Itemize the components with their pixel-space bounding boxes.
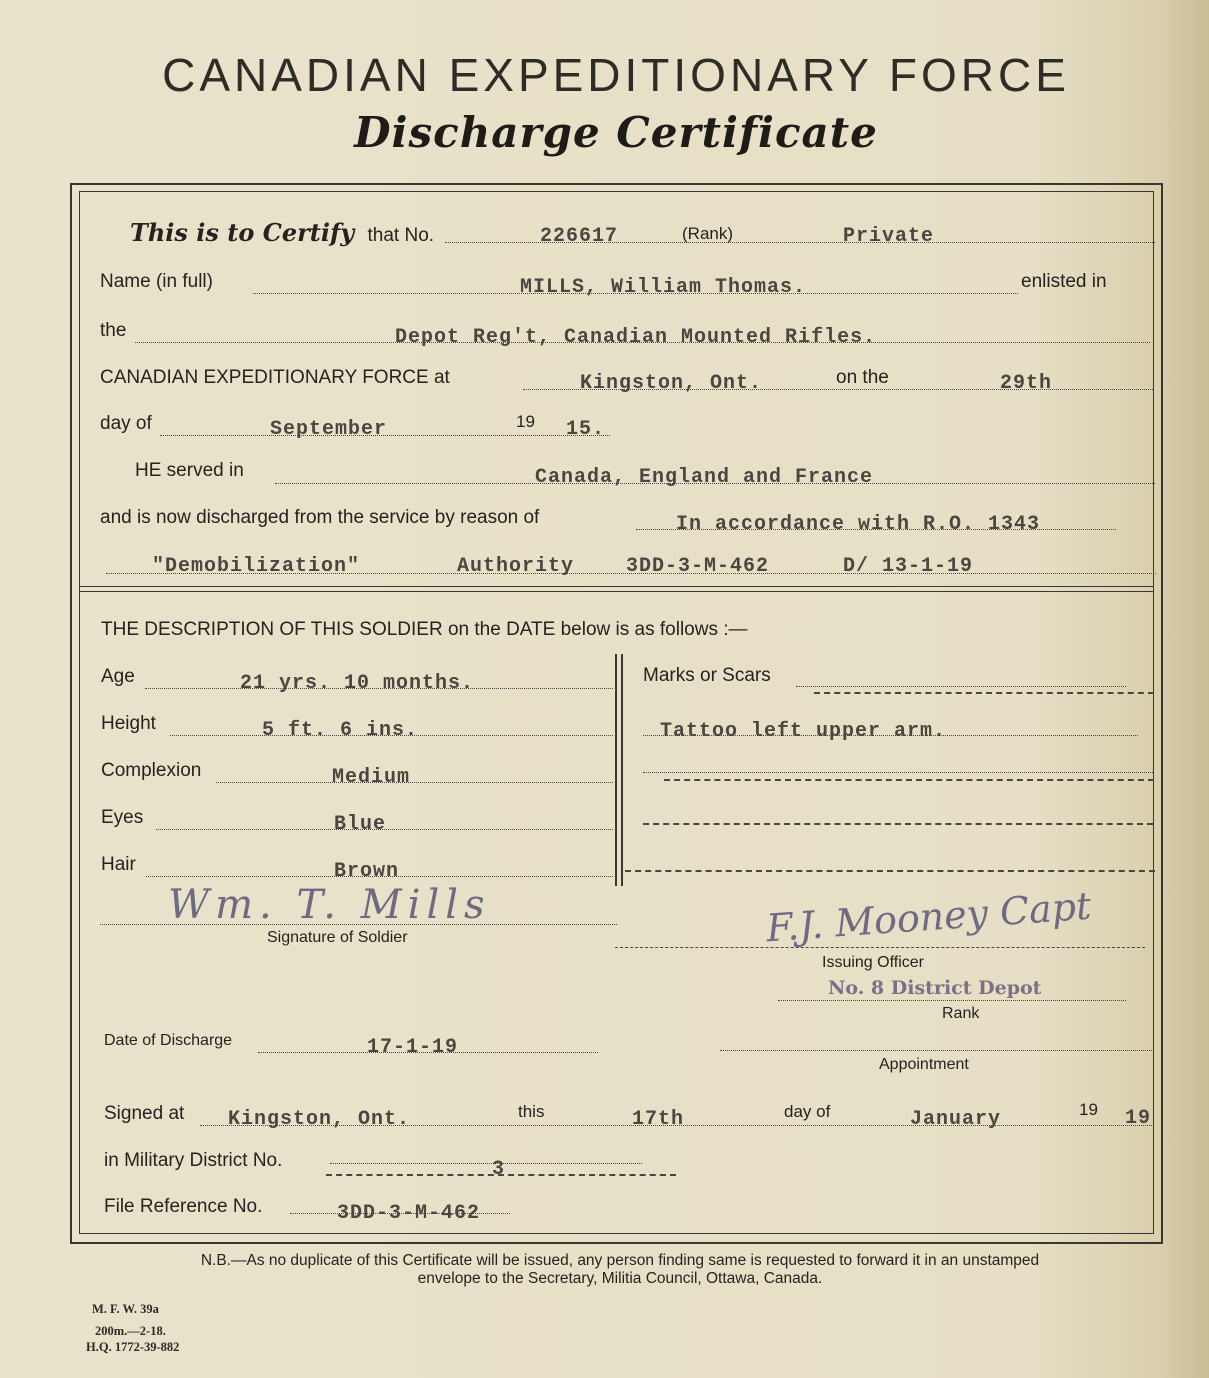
reason-authority: Authority [457, 555, 575, 578]
reason-authority-ref: 3DD-3-M-462 [626, 555, 770, 578]
section-divider [79, 586, 1154, 592]
enlistment-month: September [270, 418, 388, 441]
page-title: CANADIAN EXPEDITIONARY FORCE [162, 49, 1070, 101]
dashed-line [643, 823, 1153, 825]
print-run: 200m.—2-18. [95, 1324, 166, 1338]
soldier-signature-label: Signature of Soldier [267, 929, 408, 946]
form-code: M. F. W. 39a [92, 1302, 159, 1316]
appointment-label: Appointment [879, 1056, 969, 1073]
file-reference-number: 3DD-3-M-462 [337, 1202, 481, 1225]
officer-signature: F.J. Mooney Capt [764, 883, 1093, 951]
height-label: Height [101, 713, 156, 734]
age-label: Age [101, 666, 135, 687]
served-countries: Canada, England and France [535, 466, 874, 489]
signed-place: Kingston, Ont. [228, 1108, 411, 1131]
enlistment-year: 15. [566, 418, 606, 441]
hair-label: Hair [101, 854, 136, 875]
unit-stamp: No. 8 District Depot [828, 977, 1042, 999]
reason-authority-date: D/ 13-1-19 [843, 555, 974, 578]
complexion-label: Complexion [101, 760, 202, 781]
dashed-line [664, 779, 1154, 781]
age-value: 21 yrs. 10 months. [240, 672, 475, 695]
signed-year-prefix: 19 [1079, 1100, 1098, 1119]
certify-lead: This is to Certify [130, 218, 355, 247]
regimental-number: 226617 [540, 225, 619, 248]
marks-label: Marks or Scars [643, 665, 771, 686]
hair-value: Brown [334, 860, 400, 883]
enlisted-label: enlisted in [1021, 271, 1107, 292]
eyes-label: Eyes [101, 807, 144, 828]
footer-note [100, 1252, 1140, 1288]
discharge-date: 17-1-19 [367, 1036, 459, 1059]
column-divider [615, 654, 617, 886]
reason-line-1: In accordance with R.O. 1343 [676, 513, 1041, 536]
dashed-line [625, 870, 1155, 872]
dotted-line [796, 686, 1126, 687]
eyes-value: Blue [334, 813, 387, 836]
description-heading: THE DESCRIPTION OF THIS SOLDIER on the DATE below is as follows :— [101, 619, 748, 640]
rank-value: Private [843, 225, 935, 248]
cef-at-label: CANADIAN EXPEDITIONARY FORCE at [100, 367, 450, 388]
hq-reference: H.Q. 1772-39-882 [86, 1340, 180, 1354]
height-value: 5 ft. 6 ins. [262, 719, 419, 742]
day-of-label: day of [100, 413, 152, 434]
served-label: HE served in [135, 460, 244, 481]
dotted-line [720, 1050, 1152, 1051]
date-of-discharge-label: Date of Discharge [104, 1032, 233, 1049]
unit-name: Depot Reg't, Canadian Mounted Rifles. [395, 326, 877, 349]
footer-note-line-2: envelope to the Secretary, Militia Council, Ottawa, Canada. [417, 1270, 823, 1287]
name-label: Name (in full) [100, 271, 213, 292]
enlistment-place: Kingston, Ont. [580, 372, 763, 395]
dashed-line [814, 692, 1154, 694]
dotted-line [216, 782, 613, 783]
dotted-line [330, 1163, 642, 1164]
military-district-label: in Military District No. [104, 1150, 283, 1171]
soldier-name: MILLS, William Thomas. [520, 276, 807, 299]
that-no-label: that No. [367, 225, 435, 246]
signed-month: January [910, 1108, 1002, 1131]
reason-demobilization: "Demobilization" [152, 555, 361, 578]
military-district-number: 3 [492, 1158, 506, 1181]
certify-line [130, 218, 434, 247]
rank-label: (Rank) [682, 224, 734, 243]
certificate-subtitle: Discharge Certificate [354, 108, 878, 157]
complexion-value: Medium [332, 766, 411, 789]
this-label: this [518, 1102, 545, 1121]
column-divider [621, 654, 623, 886]
rank-label-bottom: Rank [942, 1005, 980, 1022]
signed-day: 17th [632, 1108, 685, 1131]
soldier-signature: Wm. T. Mills [168, 882, 491, 928]
year-prefix: 19 [516, 412, 535, 431]
reason-label: and is now discharged from the service by reason of [100, 507, 540, 528]
the-label: the [100, 320, 127, 341]
enlistment-day: 29th [1000, 372, 1053, 395]
signed-at-label: Signed at [104, 1103, 185, 1124]
file-reference-label: File Reference No. [104, 1196, 263, 1217]
marks-value: Tattoo left upper arm. [660, 720, 947, 743]
signed-year: 19 [1125, 1107, 1152, 1130]
dotted-line [100, 924, 617, 925]
issuing-officer-label: Issuing Officer [822, 954, 924, 971]
footer-note-line-1: N.B.—As no duplicate of this Certificate will be issued, any person finding same is requested to forward it in an unstamped [200, 1252, 1040, 1269]
on-the-label: on the [836, 367, 889, 388]
signed-day-of-label: day of [784, 1102, 831, 1121]
dotted-line [643, 772, 1153, 773]
dotted-line [778, 1000, 1126, 1001]
dashed-line [615, 947, 1145, 948]
